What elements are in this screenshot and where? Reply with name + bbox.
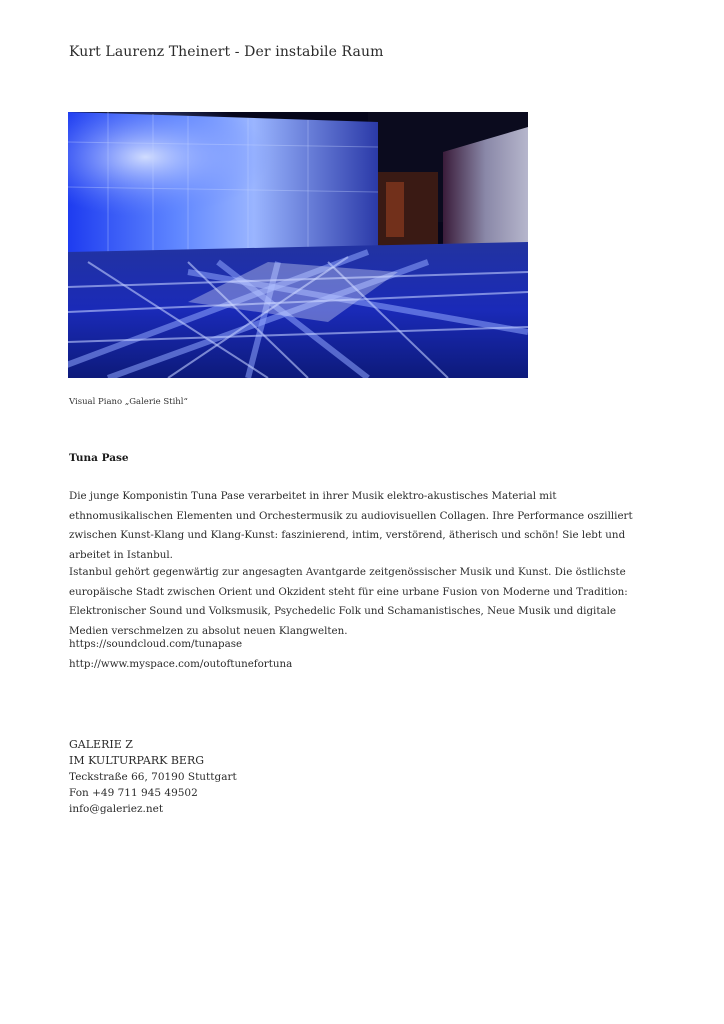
email-link[interactable]: info@galeriez.net [69, 803, 164, 815]
photo-caption: Visual Piano „Galerie Stihl“ [69, 397, 188, 407]
photo-visual-piano-icon [68, 112, 528, 378]
artist-heading: Tuna Pase [69, 452, 129, 464]
email-address [69, 801, 237, 817]
event-photo [68, 112, 528, 378]
artist-description-paragraph: Die junge Komponistin Tuna Pase verarbeitet in ihrer Musik elektro-akustisches Material mit ethnomusikalischen Elementen und Orchestermusik zu audiovisuellen Collagen. Ihre Performance oszilliert zwischen Kunst-Klang und Klang-Kunst: faszinierend, intim, verstörend, ätherisch und schön! Sie lebt und arbeitet in Istanbul. [69, 490, 633, 561]
phone-number: Fon +49 711 945 49502 [69, 787, 198, 799]
istanbul-paragraph: Istanbul gehört gegenwärtig zur angesagten Avantgarde zeitgenössischer Musik und Kunst. Die östlichste europäische Stadt zwischen Orient und Okzident steht für eine urbane Fusion von Moderne und Tradition: Elektronischer Sound und Volksmusik, Psychedelic Folk und Schamanistisches, Neue Musik und digitale Medien verschmelzen zu absolut neuen Klangwelten. [69, 566, 628, 637]
gallery-address-block [69, 737, 237, 817]
myspace-link[interactable]: http://www.myspace.com/outoftunefortuna [69, 658, 293, 670]
gallery-location-name: IM KULTURPARK BERG [69, 754, 205, 767]
gallery-name: GALERIE Z [69, 738, 133, 751]
street-address: Teckstraße 66, 70190 Stuttgart [69, 771, 237, 783]
page-title: Kurt Laurenz Theinert - Der instabile Raum [69, 44, 384, 60]
soundcloud-link[interactable]: https://soundcloud.com/tunapase [69, 638, 243, 650]
